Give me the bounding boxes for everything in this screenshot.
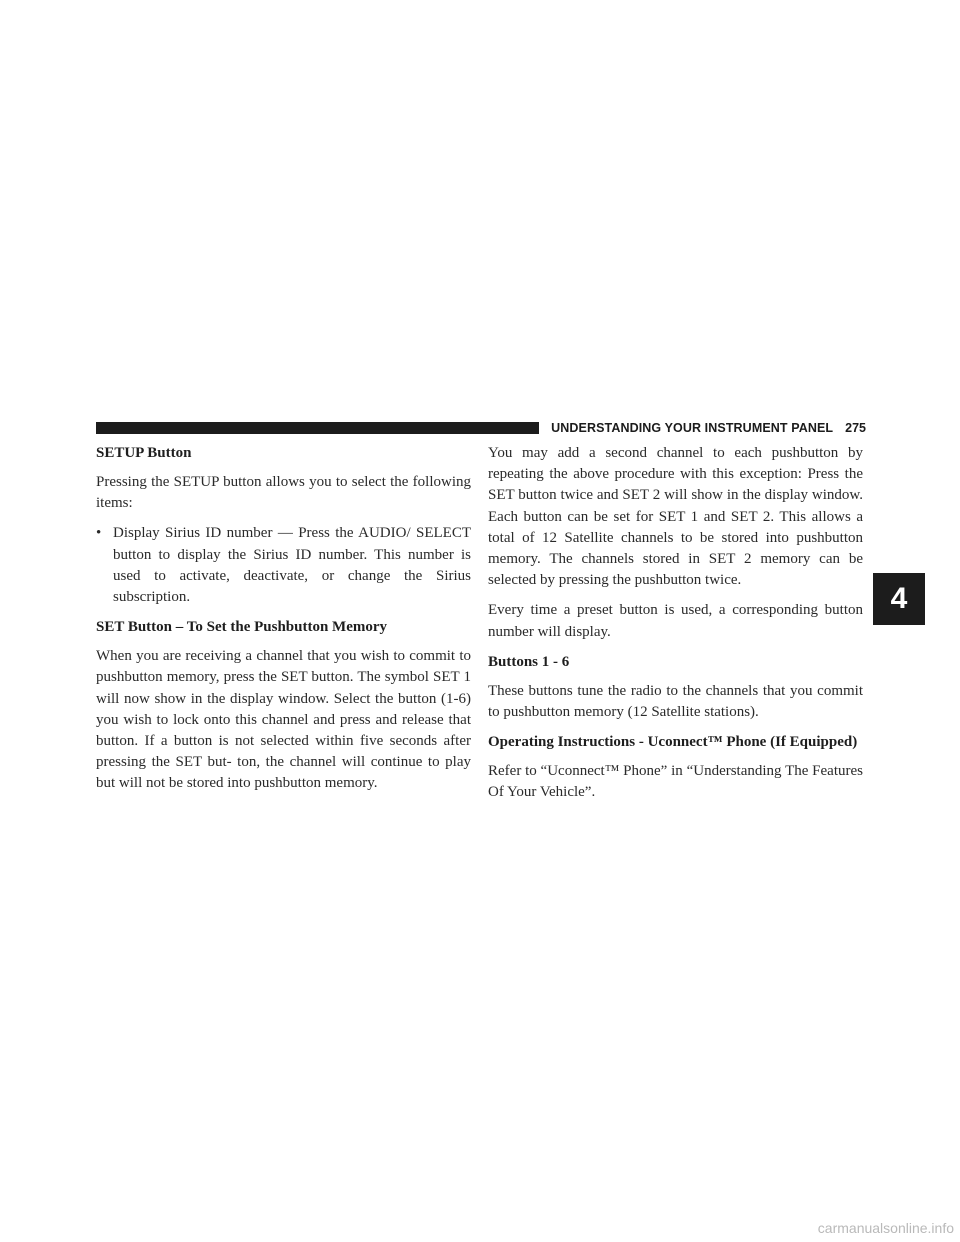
- page-number: 275: [845, 421, 866, 435]
- left-column: [96, 443, 471, 804]
- setup-intro-paragraph: Pressing the SETUP button allows you to select the following items:: [96, 474, 471, 512]
- second-channel-paragraph: You may add a second channel to each pushbutton by repeating the above procedure with this exception: Press the SET button twice and SET 2 will show in the display window. Each button can be set for SET 1 and SET 2. This allows a total of 12 Satellite channels to be stored into pushbutton memory. The channels stored in SET 2 memory can be selected by pressing the pushbutton twice.: [488, 445, 863, 589]
- uconnect-paragraph: Refer to “Uconnect™ Phone” in “Understanding The Features Of Your Vehicle”.: [488, 763, 863, 801]
- page-header: [96, 420, 866, 436]
- uconnect-heading: Operating Instructions - Uconnect™ Phone (If Equipped): [488, 734, 858, 751]
- setup-button-heading: SETUP Button: [96, 445, 192, 461]
- right-column: [488, 443, 863, 813]
- set-button-heading: SET Button – To Set the Pushbutton Memory: [96, 619, 388, 636]
- section-title: UNDERSTANDING YOUR INSTRUMENT PANEL: [551, 421, 834, 435]
- chapter-tab: 4: [873, 573, 925, 625]
- watermark: carmanualsonline.info: [817, 1220, 954, 1236]
- list-item: [96, 523, 471, 608]
- set-button-paragraph: When you are receiving a channel that you wish to commit to pushbutton memory, press the SET button. The symbol SET 1 will now show in the display window. Select the button (1-6) you wish to lock onto this channel and press and release that button. If a button is not selected within five seconds after pressing the SET but- ton, the channel will continue to play but will not be stored into pushbutton memory.: [96, 648, 471, 792]
- preset-paragraph: Every time a preset button is used, a corresponding button number will display.: [488, 602, 863, 640]
- buttons-heading: Buttons 1 - 6: [488, 653, 570, 670]
- header-rule: [96, 422, 539, 434]
- buttons-paragraph: These buttons tune the radio to the channels that you commit to pushbutton memory (12 Satellite stations).: [488, 682, 863, 721]
- bullet-icon: •: [96, 525, 102, 542]
- bullet-text: Display Sirius ID number — Press the AUDIO/ SELECT button to display the Sirius ID number. This number is used to activate, deactivate, or change the Sirius subscription.: [113, 525, 471, 606]
